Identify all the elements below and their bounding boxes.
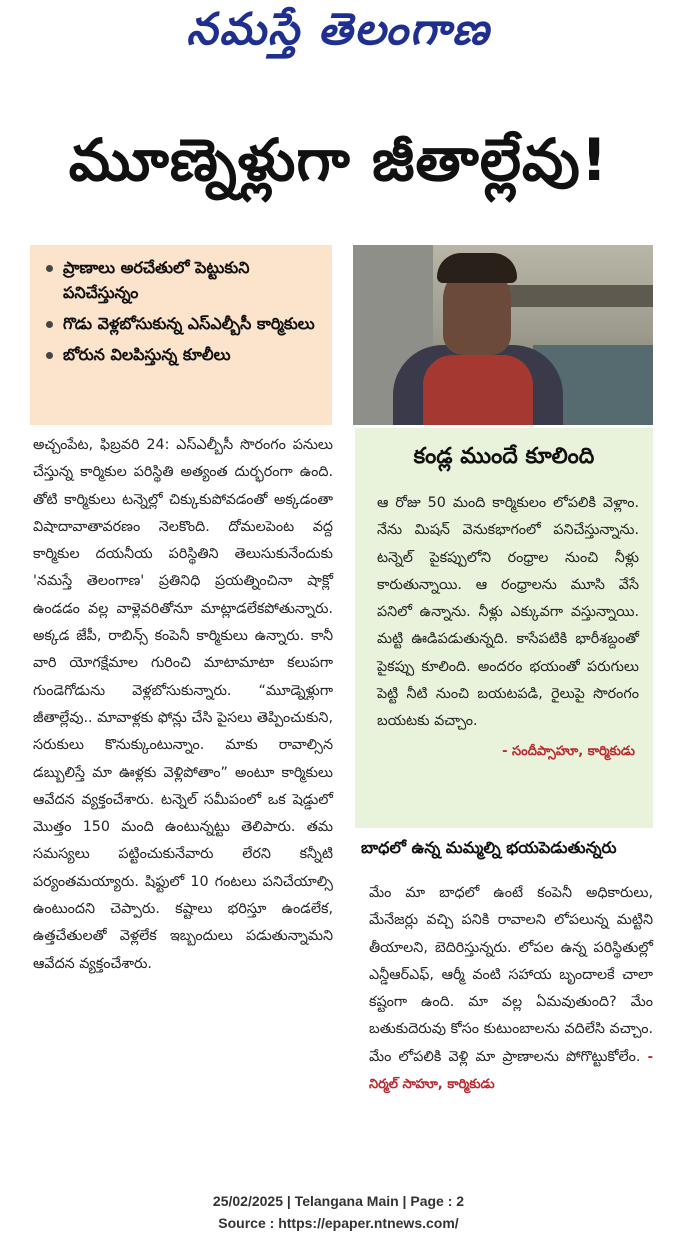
headline-text: మూణ్నెళ్లుగా జీతాల్లేవు!	[68, 126, 609, 194]
footer-date-line: 25/02/2025 | Telangana Main | Page : 2	[212, 1193, 465, 1209]
box-signature: - సందీప్సాహూ, కార్మికుడు	[502, 743, 635, 759]
footer-source-line: Source : https://epaper.ntnews.com/	[218, 1215, 459, 1231]
page-footer	[0, 1190, 677, 1234]
box-body: ఆ రోజు 50 మంది కార్మికులం లోపలికి వెళ్లాం. నేను మిషన్ వెనుకభాగంలో పనిచేస్తున్నాను. టన్నెల్ పైకప్పులోని రంధ్రాల నుంచి నీళ్లు కారుతున్నాయి. ఆ రంధ్రాలను మూసి వేసే పనిలో ఉన్నాను. నీళ్లు ఎక్కువగా వస్తున్నాయి. మట్టి ఊడిపడుతున్నది. కాసేపటికి భారీశబ్దంతో పైకప్పు కూలింది. అందరం భయంతో పరుగులు పెట్టి నీటి నుంచి బయటపడి, రైలుపై సొరంగం బయటకు వచ్చాం.	[377, 495, 639, 730]
bullet-icon	[46, 352, 53, 359]
highlight-text: ప్రాణాలు అరచేతులో పెట్టుకుని పనిచేస్తున్నం	[63, 258, 250, 302]
subheadline: బాధలో ఉన్న మమ్మల్ని భయపెడుతున్నరు	[361, 838, 617, 857]
newspaper-masthead	[0, 0, 677, 70]
secondary-article-text: మేం మా బాధలో ఉంటే కంపెనీ అధికారులు, మేనేజర్లు వచ్చి పనికి రావాలని లోపలున్న మట్టిని తీయాలని, బెదిరిస్తున్నరు. లోపల ఉన్న పరిస్థితుల్లో ఎన్డీఆర్ఎఫ్, ఆర్మీ వంటి సహాయ బృందాలకే చాలా కష్టంగా ఉంది. మా వల్ల ఏమవుతుంది? మేం బతుకుదెరువు కోసం కుటుంబాలను వదిలేసి వచ్చాం. మేం లోపలికి వెళ్లి మా ప్రాణాలను పోగొట్టుకోలేం.	[369, 885, 653, 1065]
highlights-box	[30, 245, 332, 425]
highlight-item	[46, 311, 324, 336]
secondary-article-body	[369, 880, 653, 1098]
masthead-title: నమస్తే తెలంగాణ	[186, 4, 491, 55]
sidebar-quote-box	[355, 428, 653, 828]
headline	[10, 120, 667, 215]
highlight-text: బోరున విలపిస్తున్న కూలీలు	[63, 345, 231, 364]
secondary-article	[355, 880, 653, 1098]
box-title: కండ్ల ముందే కూలింది	[413, 444, 595, 469]
article-body: అచ్చంపేట, ఫిబ్రవరి 24: ఎస్ఎల్బీసీ సొరంగం పనులు చేస్తున్న కార్మికుల పరిస్థితి అత్యంత దుర్భరంగా ఉంది. తోటి కార్మికులు టన్నెల్లో చిక్కుకుపోవడంతో అక్కడంతా విషాదావాతావరణం నెలకొంది. దోమలపెంట వద్ద కార్మికుల దయనీయ పరిస్థితిని తెలుసుకునేందుకు 'నమస్తే తెలంగాణ' ప్రతినిధి ప్రయత్నించినా షాక్లో ఉండడం వల్ల వాళ్లెవరితోనూ మాట్లాడలేకపోతున్నారు. అక్కడ జేపీ, రాబిన్స్ కంపెనీ కార్మికులు ఉన్నారు. కానీ వారి యోగక్షేమాల గురించి మాటామాటా కలుపగా గుండెగోడును వెళ్లబోసుకున్నారు. “మూడ్నెళ్లుగా జీతాల్లేవు.. మావాళ్లకు ఫోన్లు చేసి పైసలు తెప్పించుకుని, సరుకులు కొనుక్కుంటున్నాం. మాకు రావాల్సిన డబ్బులిస్తే మా ఊళ్లకు వెళ్లిపోతాం” అంటూ కార్మికులు ఆవేదన వ్యక్తంచేశారు. టన్నెల్ సమీపంలో ఒక షెడ్డులో మొత్తం 150 మంది ఉంటున్నట్టు తెలిపారు. తమ సమస్యలు పట్టించుకునేవారు లేరని కన్నీటి పర్యంతమయ్యారు. షిఫ్టులో 10 గంటలు పనిచేయాల్సి ఉంటుందని చెప్పారు. కష్టాలు భరిస్తూ ఉండలేక, ఉత్తచేతులతో వెళ్లలేక ఇబ్బందులు పడుతున్నామని ఆవేదన వ్యక్తంచేశారు.	[33, 437, 333, 972]
bullet-icon	[46, 321, 53, 328]
highlight-text: గొడు వెళ్లబోసుకున్న ఎస్ఎల్బీసీ కార్మికులు	[63, 314, 315, 333]
secondary-signature: - నిర్మల్ సాహూ, కార్మికుడు	[369, 1049, 653, 1093]
bullet-icon	[46, 265, 53, 272]
main-article	[33, 432, 333, 978]
highlight-item	[46, 342, 324, 367]
worker-portrait-photo	[353, 245, 653, 425]
highlight-item	[46, 255, 324, 305]
